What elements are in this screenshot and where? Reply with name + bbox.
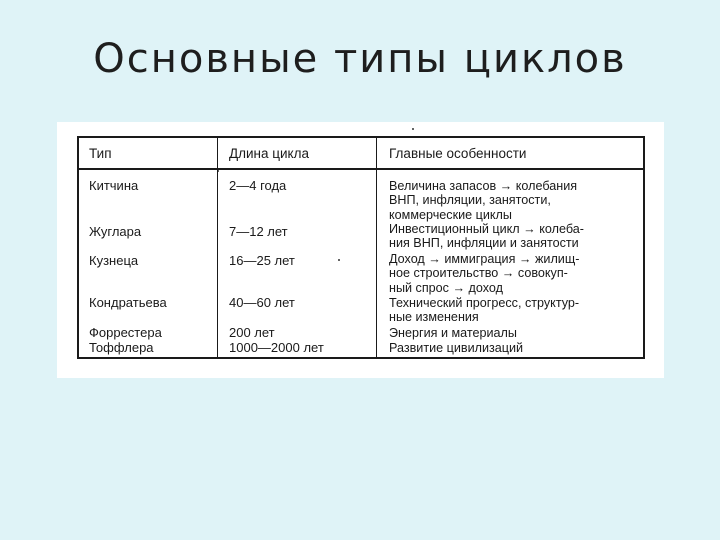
header-type: Тип <box>89 146 112 161</box>
feature-line: ное строительство → совокуп- <box>389 266 568 281</box>
feature-line: Технический прогресс, структур- <box>389 296 580 310</box>
row-type: Кузнеца <box>89 253 139 268</box>
row-length: 40—60 лет <box>229 295 295 310</box>
row-length: 7—12 лет <box>229 224 288 239</box>
cycles-table <box>77 136 645 359</box>
scan-speck <box>412 128 414 130</box>
column-divider <box>217 138 218 357</box>
row-length: 2—4 года <box>229 178 287 193</box>
row-features <box>389 326 641 340</box>
feature-line: Развитие цивилизаций <box>389 341 524 355</box>
row-features <box>389 341 641 355</box>
row-type: Китчина <box>89 178 139 193</box>
row-type: Форрестера <box>89 325 162 340</box>
slide-title: Основные типы циклов <box>93 36 627 82</box>
row-features <box>389 252 641 295</box>
feature-line: Величина запасов → колебания <box>389 179 578 193</box>
feature-line: ный спрос → доход <box>389 280 503 295</box>
table-header <box>79 138 643 170</box>
scanned-table-image <box>57 122 664 378</box>
row-features <box>389 179 641 222</box>
row-length: 16—25 лет <box>229 253 295 268</box>
feature-line: ные изменения <box>389 310 479 325</box>
row-length: 200 лет <box>229 325 275 340</box>
row-type: Тоффлера <box>89 340 154 355</box>
feature-line: коммерческие циклы <box>389 207 512 222</box>
feature-line: ВНП, инфляции, занятости, <box>389 193 551 208</box>
feature-line: Инвестиционный цикл → колеба- <box>389 222 584 236</box>
row-type: Кондратьева <box>89 295 167 310</box>
header-length: Длина цикла <box>229 146 309 161</box>
row-features <box>389 222 641 251</box>
header-features: Главные особенности <box>389 146 527 161</box>
row-type: Жуглара <box>89 224 142 239</box>
column-divider <box>376 138 377 357</box>
row-features <box>389 296 641 325</box>
feature-line: Доход → иммиграция → жилищ- <box>389 252 580 266</box>
feature-line: Энергия и материалы <box>389 326 517 340</box>
row-length: 1000—2000 лет <box>229 340 324 355</box>
feature-line: ния ВНП, инфляции и занятости <box>389 236 579 251</box>
